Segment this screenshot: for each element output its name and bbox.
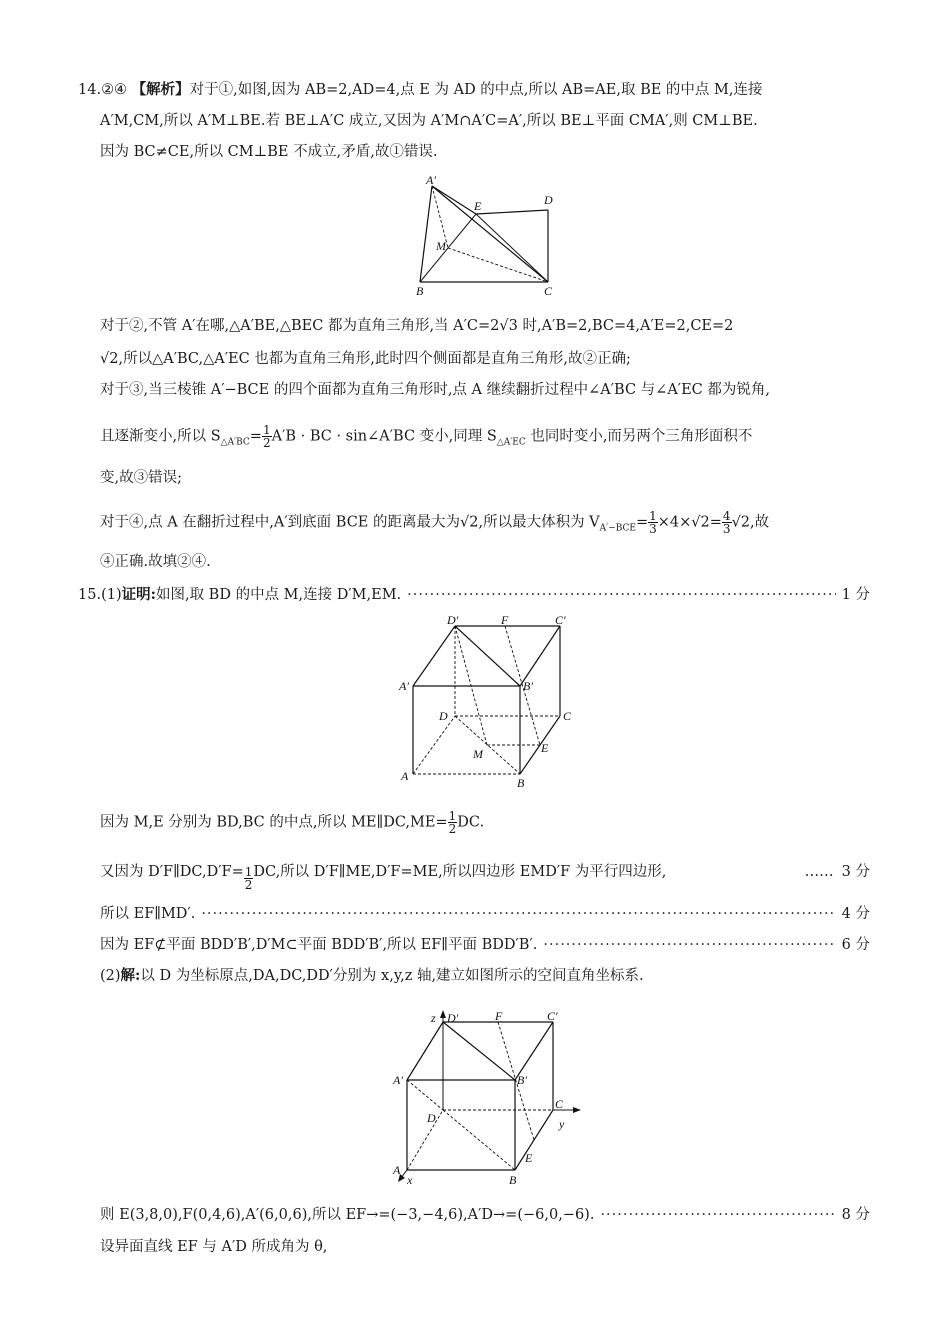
q15f1-D: D <box>439 709 448 723</box>
q15-score-6: 6 分 <box>841 937 870 953</box>
q14-text-7b: = <box>249 428 262 445</box>
q15-frac-2 <box>244 866 254 891</box>
leader-dots <box>407 585 835 605</box>
q15-text-5: 因为 EF⊄平面 BDD′B′,D′M⊂平面 BDD′B′,所以 EF∥平面 BDD′B′. <box>100 937 538 953</box>
q15-line-5 <box>100 935 870 955</box>
q14-fig-D: D <box>544 193 553 207</box>
q15-part-1: (1) <box>101 587 122 603</box>
q14-line-3: 因为 BC≠CE,所以 CM⊥BE 不成立,矛盾,故①错误. <box>100 144 438 160</box>
q14-text-9a: 对于④,点 A 在翻折过程中,A′到底面 BCE 的距离最大为√2,所以最大体积为 V <box>100 514 600 531</box>
q14-frac-half <box>262 424 272 449</box>
q15-text-4: 所以 EF∥MD′. <box>100 906 196 922</box>
frac-num: 1 <box>448 809 457 823</box>
q14-number: 14. <box>78 82 102 98</box>
q14-fig-M: M <box>436 239 446 253</box>
q15-score-1: 1 分 <box>841 587 870 603</box>
leader-dots <box>543 935 835 955</box>
q14-figure <box>410 172 570 300</box>
q15f2-x: x <box>407 1173 413 1187</box>
q14-text-9c: ×4×√2= <box>657 514 722 531</box>
q15f2-C1: C′ <box>547 1009 558 1023</box>
q15f1-A1: A′ <box>399 679 409 693</box>
q15-proof-label: 证明: <box>121 586 156 603</box>
q15-frac-1 <box>448 810 458 835</box>
q14-line-8: 变,故③错误; <box>100 470 182 486</box>
q14-text-7a: 且逐渐变小,所以 S <box>100 428 221 445</box>
leader-dots <box>201 904 835 924</box>
q15f2-D: D <box>427 1111 436 1125</box>
q15f1-B1: B′ <box>523 679 533 693</box>
q15f2-C: C <box>555 1097 564 1111</box>
q15-figure-1 <box>395 612 585 790</box>
q15-line-3 <box>100 862 870 891</box>
q15-text-1: 如图,取 BD 的中点 M,连接 D′M,EM. <box>155 587 402 603</box>
q15-text-6: 以 D 为坐标原点,DA,DC,DD′分别为 x,y,z 轴,建立如图所示的空间直角坐标系. <box>140 968 644 984</box>
q14-text-9b: = <box>635 514 649 531</box>
q15f2-y: y <box>559 1117 565 1131</box>
q14-fig-C: C <box>544 284 553 298</box>
q14-line-6: 对于③,当三棱锥 A′−BCE 的四个面都为直角三角形时,点 A 继续翻折过程中∠A′BC 与∠A′EC 都为锐角, <box>100 382 770 398</box>
q15f2-A1: A′ <box>393 1073 403 1087</box>
q14-frac-third <box>648 510 658 535</box>
q15f2-A: A <box>393 1163 401 1177</box>
q14-sub-1: △A′BC <box>220 437 250 448</box>
q14-line-10: ④正确.故填②④. <box>100 554 211 570</box>
frac-den: 3 <box>722 522 731 536</box>
q14-tag: 【解析】 <box>131 81 190 98</box>
q14-line-5: √2,所以△A′BC,△A′EC 也都为直角三角形,此时四个侧面都是直角三角形,故②正确; <box>100 351 631 367</box>
q15-line-7 <box>100 1205 870 1225</box>
q14-line-7 <box>100 424 870 452</box>
q15f1-C: C <box>563 709 572 723</box>
q15-line-2 <box>100 810 870 835</box>
frac-den: 2 <box>244 878 253 892</box>
q15f2-E: E <box>525 1151 533 1165</box>
q15f2-B: B <box>509 1173 517 1187</box>
q14-fig-B: B <box>416 284 424 298</box>
q15f1-M: M <box>473 747 483 761</box>
q15-part-2: (2) <box>100 968 121 984</box>
q14-fig-A1: A′ <box>426 173 436 187</box>
q15f1-A: A <box>401 769 409 783</box>
q15f2-F: F <box>495 1009 503 1023</box>
q14-line-1 <box>78 80 848 100</box>
q14-frac-four-thirds <box>722 510 732 535</box>
q14-text-1: 对于①,如图,因为 AB=2,AD=4,点 E 为 AD 的中点,所以 AB=AE,取 BE 的中点 M,连接 <box>189 82 763 98</box>
q15f2-D1: D′ <box>447 1011 459 1025</box>
q15-line-6 <box>100 966 870 986</box>
q14-answer: ②④ <box>101 82 128 98</box>
frac-num: 4 <box>722 509 731 523</box>
frac-num: 1 <box>244 865 253 879</box>
frac-num: 1 <box>649 509 657 523</box>
q15-text-3a: 又因为 D′F∥DC,D′F= <box>100 864 244 880</box>
q14-line-2: A′M,CM,所以 A′M⊥BE.若 BE⊥A′C 成立,又因为 A′M∩A′C=A′,所以 BE⊥平面 CMA′,则 CM⊥BE. <box>100 113 758 129</box>
q15f1-D1: D′ <box>447 613 459 627</box>
q15-score-3: 3 分 <box>841 864 870 880</box>
q15-line-1 <box>78 585 870 605</box>
q15-line-4 <box>100 904 870 924</box>
frac-den: 2 <box>448 822 457 836</box>
q14-line-9 <box>100 510 870 538</box>
q15f1-E: E <box>541 741 549 755</box>
frac-num: 1 <box>262 423 271 437</box>
q15f1-C1: C′ <box>555 613 566 627</box>
q15-text-3b: DC,所以 D′F∥ME,D′F=ME,所以四边形 EMD′F 为平行四边形, <box>253 864 667 880</box>
q15-number: 15. <box>78 587 102 603</box>
q15-solution-label: 解: <box>120 967 141 984</box>
q15f2-B1: B′ <box>517 1073 527 1087</box>
q15f1-B: B <box>517 776 525 790</box>
q14-line-4: 对于②,不管 A′在哪,△A′BE,△BEC 都为直角三角形,当 A′C=2√3 时,A′B=2,BC=4,A′E=2,CE=2 <box>100 318 734 334</box>
q14-text-9e: √2,故 <box>731 514 770 531</box>
q15-text-7: 则 E(3,8,0),F(0,4,6),A′(6,0,6),所以 EF→=(−3,−4,6),A′D→=(−6,0,−6). <box>100 1207 595 1223</box>
q14-text-7c: A′B · BC · sin∠A′BC 变小,同理 S <box>271 428 497 445</box>
leader-dots <box>600 1205 835 1225</box>
frac-den: 2 <box>262 436 271 450</box>
q15-dots-3: …… <box>804 864 834 880</box>
q14-sub-3: A′−BCE <box>599 523 636 534</box>
q14-sub-2: △A′EC <box>496 437 526 448</box>
q15-text-2b: DC. <box>457 814 485 831</box>
q15-score-4: 4 分 <box>841 906 870 922</box>
q15-score-8: 8 分 <box>841 1207 870 1223</box>
q15-line-8: 设异面直线 EF 与 A′D 所成角为 θ, <box>100 1239 328 1255</box>
q15-text-2a: 因为 M,E 分别为 BD,BC 的中点,所以 ME∥DC,ME= <box>100 814 448 831</box>
q14-text-7d: 也同时变小,而另两个三角形面积不 <box>525 428 753 445</box>
frac-den: 3 <box>649 522 657 536</box>
q15f1-F: F <box>501 613 509 627</box>
q15-figure-2 <box>385 1008 590 1188</box>
q15f2-z: z <box>431 1011 436 1025</box>
q14-fig-E: E <box>474 199 482 213</box>
